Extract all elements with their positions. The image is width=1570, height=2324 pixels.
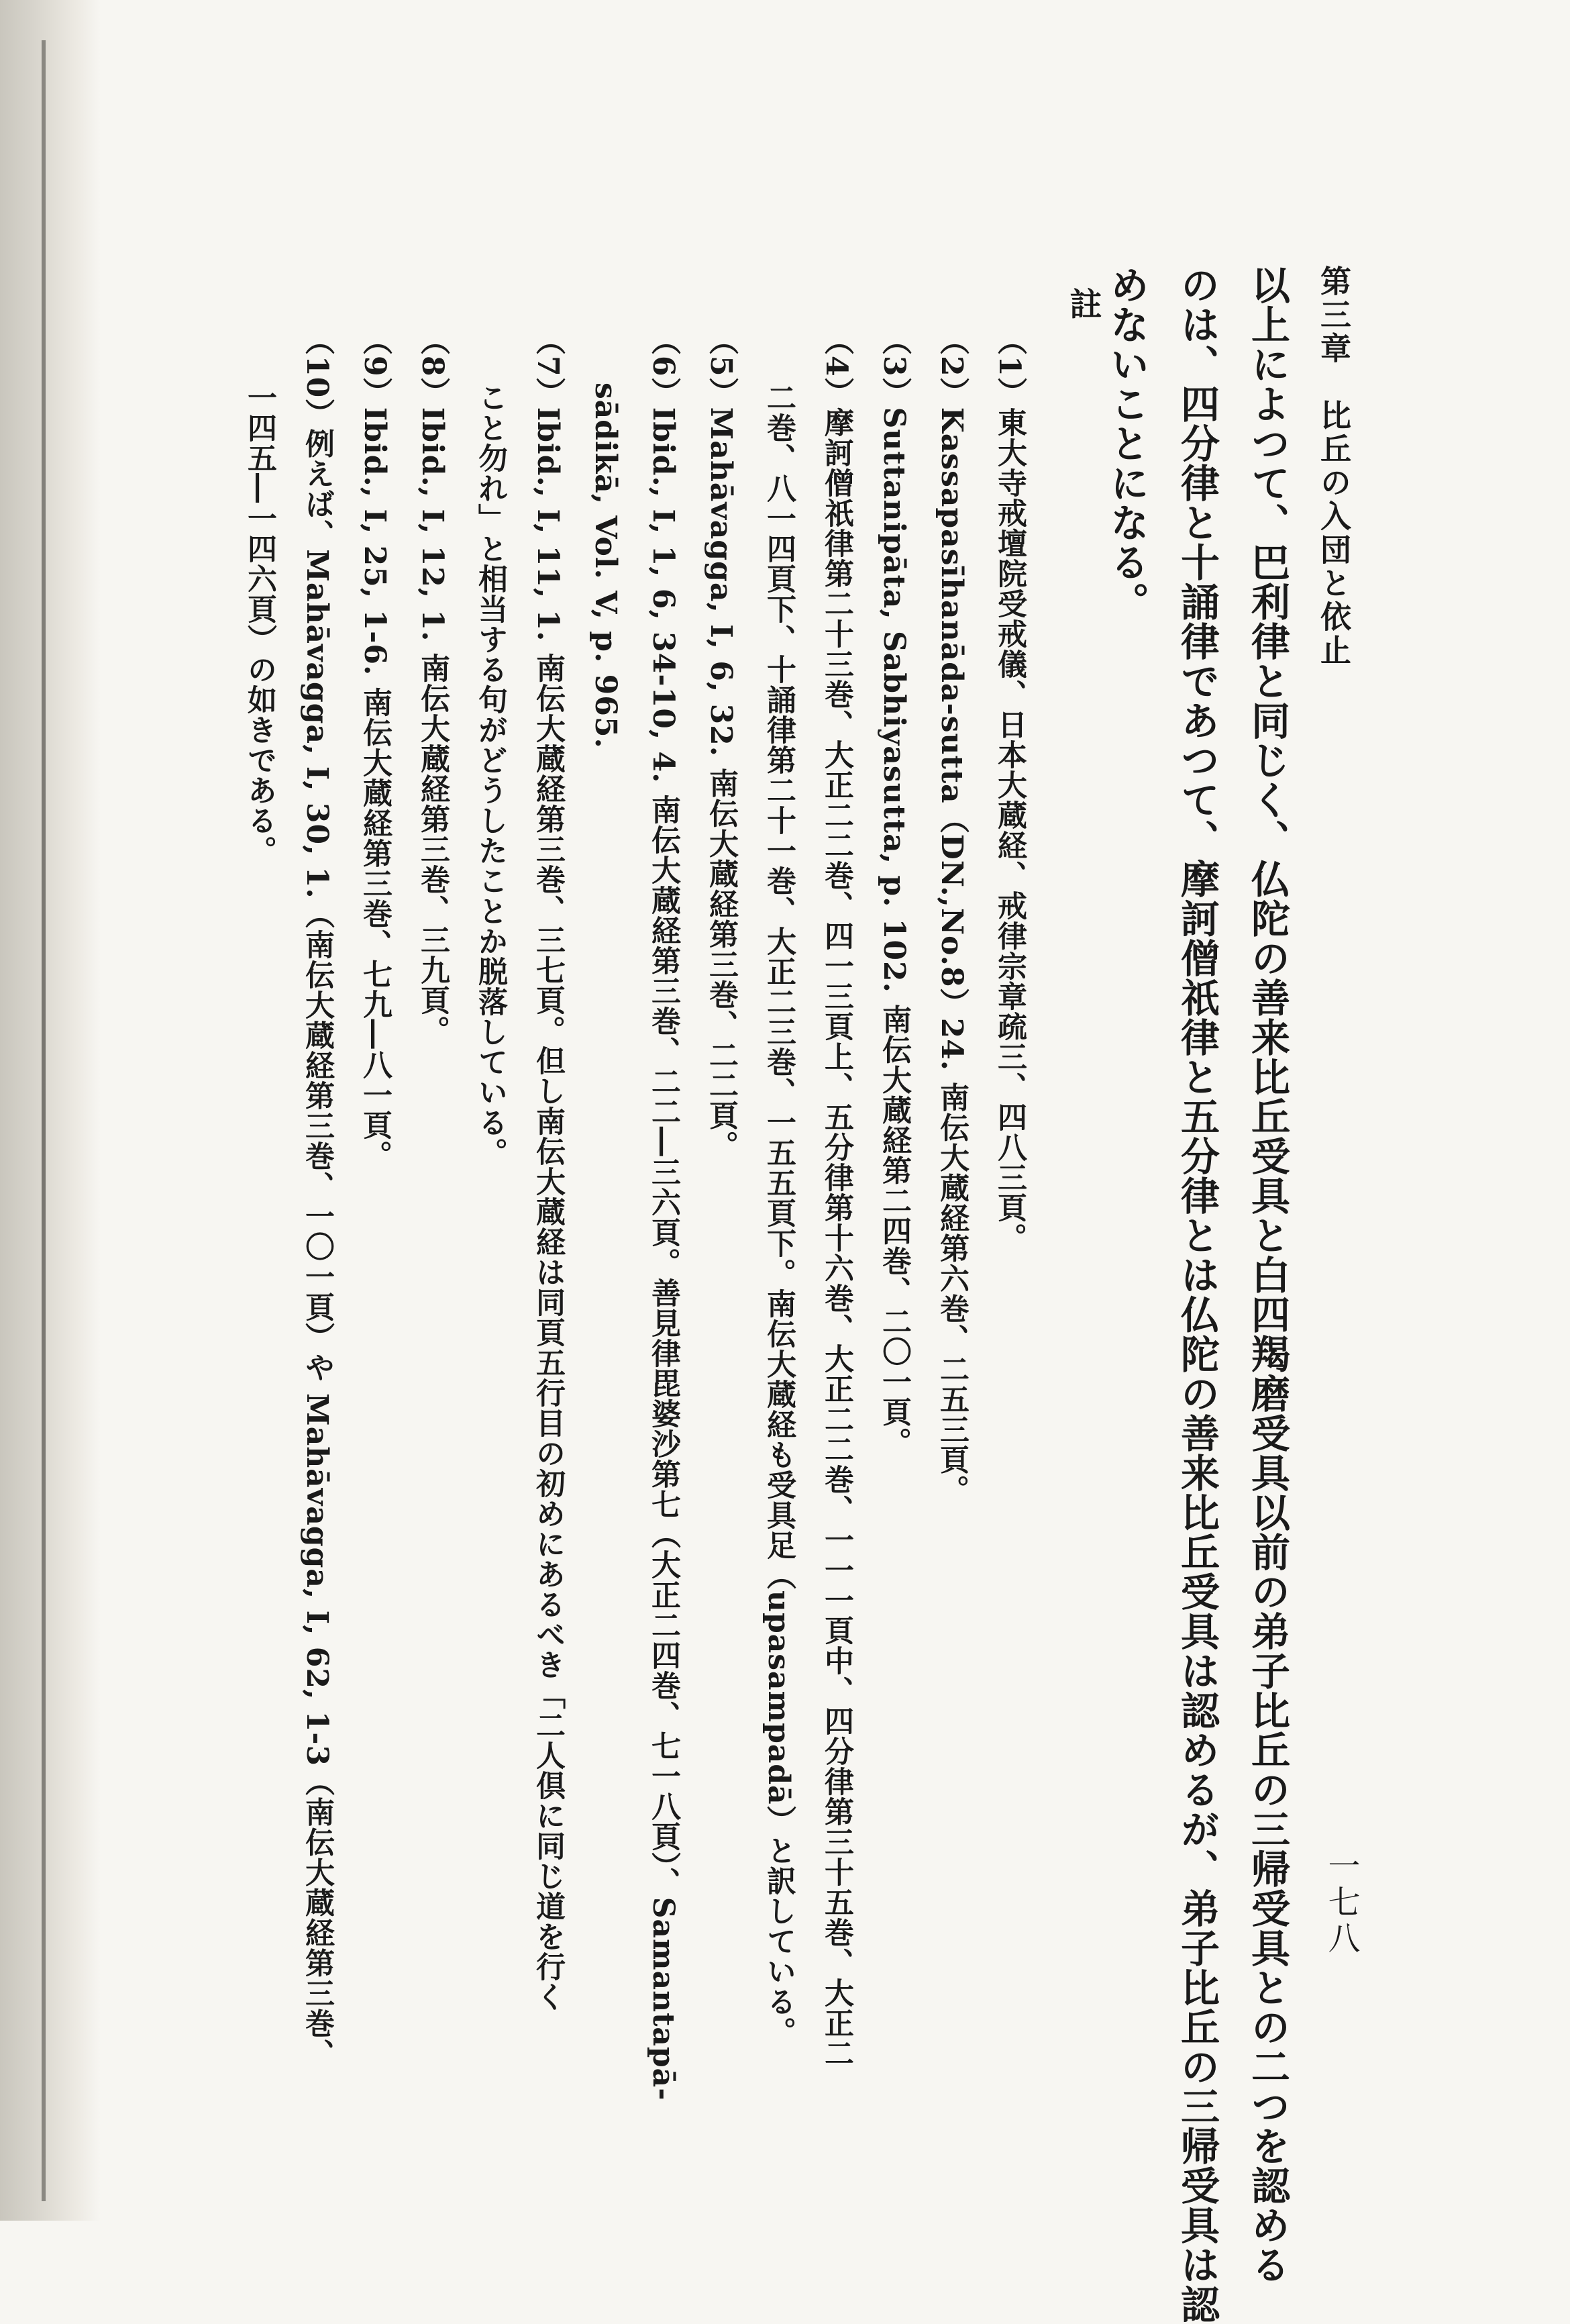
note-line-continuation: sādikā, Vol. V, p. 965. xyxy=(588,383,623,749)
page-number: 一七八 xyxy=(1322,1849,1360,1958)
body-line-1: 以上によつて、巴利律と同じく、仏陀の善来比丘受具と白四羯磨受具以前の弟子比丘の三帰受具との二つを認める xyxy=(1245,265,1290,2284)
body-line-2: のは、四分律と十誦律であつて、摩訶僧祇律と五分律とは仏陀の善来比丘受具は認めるが、弟子比丘の三帰受具は認 xyxy=(1174,265,1220,2324)
note-line: （3）Suttanipāta, Sabhiyasutta, p. 102. 南伝大蔵経第二四巻、二〇一頁。 xyxy=(877,325,911,1458)
note-line: （4）摩訶僧祇律第二十三巻、大正二二巻、四一三頁上、五分律第十六巻、大正二二巻、一一一頁中、四分律第三十五巻、大正二 xyxy=(819,325,853,2068)
chapter-title: 第三章 比丘の入団と依止 xyxy=(1316,265,1352,668)
note-line-continuation: 一四五―一四六頁）の如きである。 xyxy=(242,383,276,866)
note-line: （6）Ibid., I, 1, 6, 34-10, 4. 南伝大蔵経第三巻、二二―三六頁。善見律毘婆沙第七（大正二四巻、七一八頁）、Samantapā- xyxy=(646,325,680,2101)
note-line-continuation: 二巻、八一四頁下、十誦律第二十一巻、大正二三巻、一五五頁下。南伝大蔵経も受具足（upasampadā）と訳している。 xyxy=(762,383,796,2047)
note-line: （7）Ibid., I, 11, 1. 南伝大蔵経第三巻、三七頁。但し南伝大蔵経は同頁五行目の初めにあるべき「二人倶に同じ道を行く xyxy=(531,325,565,2012)
body-line-3: めないことになる。 xyxy=(1104,265,1149,621)
note-line: （10）例えば、Mahāvagga, I, 30, 1.（南伝大蔵経第三巻、一〇一頁）や Mahāvagga, I, 62, 1-3（南伝大蔵経第三巻、 xyxy=(300,325,334,2069)
note-line: （9）Ibid., I, 25, 1-6. 南伝大蔵経第三巻、七九―八一頁。 xyxy=(358,325,392,1170)
notes-heading: 註 xyxy=(1064,287,1102,319)
note-line-continuation: こと勿れ」と相当する句がどうしたことか脱落している。 xyxy=(473,383,507,1168)
note-line: （1）東大寺戒壇院受戒儀、日本大蔵経、戒律宗章疏三、四八三頁。 xyxy=(992,325,1027,1253)
note-line: （5）Mahāvagga, I, 6, 32. 南伝大蔵経第三巻、二二頁。 xyxy=(704,325,738,1161)
note-line: （8）Ibid., I, 12, 1. 南伝大蔵経第三巻、三九頁。 xyxy=(415,325,450,1046)
note-line: （2）Kassapasīhanāda-sutta（DN.,No.8）24. 南伝大蔵経第六巻、二五三頁。 xyxy=(935,325,969,1505)
